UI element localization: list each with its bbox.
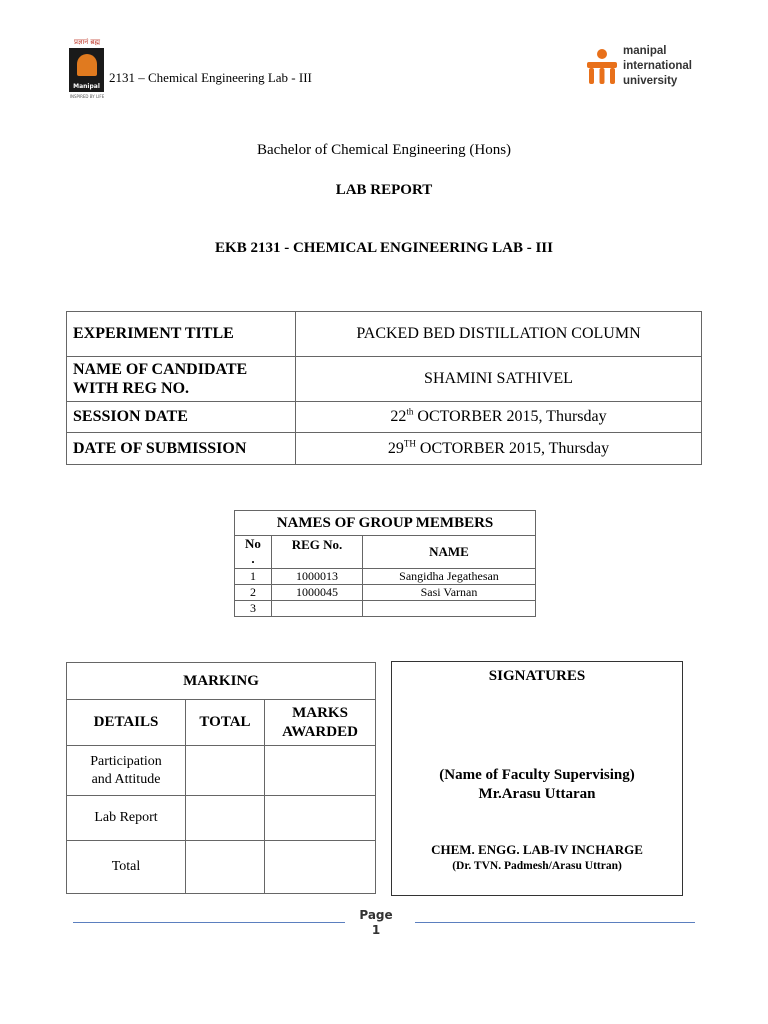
member-name: Sasi Varnan <box>363 585 536 601</box>
faculty-line1: (Name of Faculty Supervising) <box>439 767 635 783</box>
course-title: EKB 2131 - CHEMICAL ENGINEERING LAB - III <box>215 240 553 256</box>
member-no: 1 <box>235 569 272 585</box>
page-number: 1 <box>371 923 381 937</box>
submission-label: DATE OF SUBMISSION <box>67 433 296 465</box>
member-no: 3 <box>235 601 272 617</box>
miu-logo-right <box>585 44 705 92</box>
col-marks-awarded <box>265 700 376 746</box>
marking-heading: MARKING <box>67 663 376 700</box>
marking-table <box>66 662 376 894</box>
footer-rule-right <box>415 922 695 923</box>
table-row <box>67 746 376 796</box>
group-members-table <box>234 510 536 617</box>
submission-value <box>296 433 702 465</box>
footer-rule-left <box>73 922 345 923</box>
lab-report-label: Lab Report <box>67 796 186 841</box>
table-row <box>235 601 536 617</box>
faculty-line2: Mr.Arasu Uttaran <box>478 786 596 802</box>
miu-line3: university <box>623 75 678 87</box>
page-label: Page <box>359 908 393 922</box>
col-name: NAME <box>363 536 536 569</box>
submission-rest: OCTORBER 2015, Thursday <box>415 439 610 457</box>
faculty-supervising <box>392 766 682 804</box>
logo-hindi-text: प्रज्ञानं ब्रह्म <box>74 38 100 46</box>
participation-awarded <box>265 746 376 796</box>
member-no: 2 <box>235 585 272 601</box>
group-heading-row <box>235 511 536 536</box>
footer-page <box>354 908 398 938</box>
col-awarded-line1: MARKS <box>292 704 348 721</box>
lab-incharge: CHEM. ENGG. LAB-IV INCHARGE <box>431 842 643 857</box>
group-header-row <box>235 536 536 569</box>
col-no-line1: No <box>245 536 261 551</box>
lab-report-awarded <box>265 796 376 841</box>
submission-day: 29 <box>387 439 404 457</box>
session-rest: OCTORBER 2015, Thursday <box>413 408 607 425</box>
session-day: 22 <box>390 408 407 425</box>
miu-line1: manipal <box>623 45 667 57</box>
marking-heading-row <box>67 663 376 700</box>
lab-report-total <box>186 796 265 841</box>
manipal-logo-left <box>68 38 106 102</box>
member-reg: 1000013 <box>272 569 363 585</box>
table-row <box>235 569 536 585</box>
group-heading: NAMES OF GROUP MEMBERS <box>235 511 536 536</box>
session-sup: th <box>406 406 414 417</box>
logo-box <box>69 48 104 92</box>
experiment-table <box>66 311 702 465</box>
session-value <box>296 402 702 433</box>
logo-name: Manipal <box>73 83 100 90</box>
participation-total <box>186 746 265 796</box>
miu-line2: international <box>623 60 693 72</box>
submission-row <box>67 433 702 465</box>
degree-title: Bachelor of Chemical Engineering (Hons) <box>256 142 512 158</box>
session-label: SESSION DATE <box>67 402 296 433</box>
experiment-title-label: EXPERIMENT TITLE <box>67 312 296 357</box>
member-reg <box>272 601 363 617</box>
col-no <box>235 536 272 569</box>
header-title: 2131 – Chemical Engineering Lab - III <box>109 70 312 85</box>
total-label: Total <box>67 841 186 894</box>
session-row <box>67 402 702 433</box>
submission-sup: TH <box>403 438 416 449</box>
candidate-row <box>67 357 702 402</box>
col-no-line2: . <box>251 551 255 566</box>
table-row <box>235 585 536 601</box>
participation-line1: Participation <box>90 753 162 769</box>
col-details: DETAILS <box>67 700 186 746</box>
total-total <box>186 841 265 894</box>
member-reg: 1000045 <box>272 585 363 601</box>
candidate-label-line2: WITH REG NO. <box>73 380 190 397</box>
participation-label <box>67 746 186 796</box>
candidate-label-line1: NAME OF CANDIDATE <box>73 361 248 378</box>
lab-incharge-names: (Dr. TVN. Padmesh/Arasu Uttran) <box>452 860 622 872</box>
member-name <box>363 601 536 617</box>
miu-logo-words <box>623 44 692 89</box>
candidate-value: SHAMINI SATHIVEL <box>296 357 702 402</box>
col-reg: REG No. <box>272 536 363 569</box>
miu-emblem-icon <box>585 48 619 88</box>
participation-line2: and Attitude <box>91 771 161 787</box>
experiment-title-row <box>67 312 702 357</box>
table-row <box>67 796 376 841</box>
logo-tagline: INSPIRED BY LIFE <box>69 94 105 99</box>
table-row <box>67 841 376 894</box>
candidate-label <box>67 357 296 402</box>
col-awarded-line2: AWARDED <box>282 723 358 740</box>
col-total: TOTAL <box>186 700 265 746</box>
signatures-box <box>391 661 683 896</box>
logo-emblem-icon <box>77 54 97 76</box>
signatures-heading: SIGNATURES <box>488 668 586 684</box>
total-awarded <box>265 841 376 894</box>
marking-header-row <box>67 700 376 746</box>
member-name: Sangidha Jegathesan <box>363 569 536 585</box>
report-title: LAB REPORT <box>335 182 433 198</box>
experiment-title-value: PACKED BED DISTILLATION COLUMN <box>296 312 702 357</box>
